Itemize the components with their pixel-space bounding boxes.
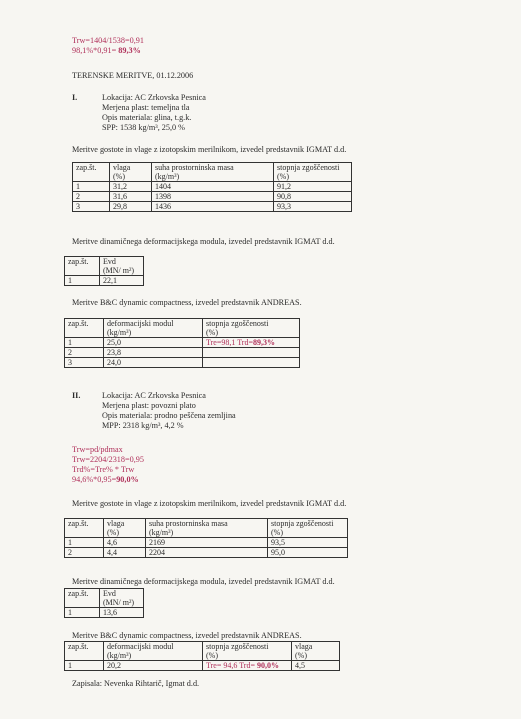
section2-calc4 bbox=[72, 475, 139, 485]
table-cell: 23,8 bbox=[104, 348, 203, 358]
top-calc-line1: Trw=1404/1538=0,91 bbox=[72, 36, 144, 45]
table-header-cell: vlaga (%) bbox=[292, 642, 340, 661]
table-row bbox=[65, 608, 144, 618]
top-calc-line2-result: 89,3% bbox=[118, 46, 141, 55]
table-cell: 22,1 bbox=[100, 276, 144, 286]
section2-plast: Merjena plast: povozni plato bbox=[102, 401, 196, 410]
table-cell: 25,0 bbox=[104, 338, 203, 348]
section2-bc-caption: Meritve B&C dynamic compactness, izvedel predstavnik ANDREAS. bbox=[72, 631, 302, 640]
table-row bbox=[65, 548, 348, 558]
table-row bbox=[73, 202, 352, 212]
table-header-cell: stopnja zgoščenosti (%) bbox=[268, 519, 348, 538]
table-cell: 1 bbox=[65, 338, 104, 348]
section2-lokacija: Lokacija: AC Zrkovska Pesnica bbox=[102, 391, 206, 400]
section1-spp: SPP: 1538 kg/m³, 25,0 % bbox=[102, 123, 185, 132]
table-header-cell: zap.št. bbox=[65, 642, 104, 661]
section2-calc4-prefix: 94,6%*0,95= bbox=[72, 475, 117, 484]
table-cell: 31,6 bbox=[110, 192, 152, 202]
table-cell: 1 bbox=[65, 538, 104, 548]
table-header-cell: Evd (MN/ m²) bbox=[100, 257, 144, 276]
section1-roman: I. bbox=[72, 93, 78, 102]
table-header-row bbox=[65, 589, 144, 608]
section2-bc-table bbox=[64, 641, 340, 671]
table-row bbox=[65, 358, 300, 368]
table-cell: 90,8 bbox=[274, 192, 352, 202]
section1-lokacija: Lokacija: AC Zrkovska Pesnica bbox=[102, 93, 206, 102]
section2-calc3: Trd%=Tre% * Trw bbox=[72, 465, 135, 474]
section2-calc1: Trw=pd/pdmax bbox=[72, 445, 123, 454]
section1-izotop-table bbox=[72, 162, 352, 212]
table-header-cell: vlaga (%) bbox=[104, 519, 146, 538]
section1-izotop-caption: Meritve gostote in vlage z izotopskim merilnikom, izvedel predstavnik IGMAT d.d. bbox=[72, 145, 347, 154]
table-header-row bbox=[65, 519, 348, 538]
terenske-header: TERENSKE MERITVE, 01.12.2006 bbox=[72, 71, 194, 80]
table-cell: 1 bbox=[73, 182, 110, 192]
table-cell: 4,4 bbox=[104, 548, 146, 558]
trd-result: 89,3% bbox=[252, 338, 275, 347]
table-cell: 31,2 bbox=[110, 182, 152, 192]
section2-roman: II. bbox=[72, 391, 81, 400]
table-header-row bbox=[65, 319, 300, 338]
section2-izotop-table bbox=[64, 518, 348, 558]
table-cell bbox=[203, 358, 300, 368]
table-cell: 13,6 bbox=[100, 608, 144, 618]
table-cell: 1398 bbox=[152, 192, 274, 202]
table-cell: 4,6 bbox=[104, 538, 146, 548]
section2-evd-caption: Meritve dinamičnega deformacijskega modula, izvedel predstavnik IGMAT d.d. bbox=[72, 577, 335, 586]
table-header-row bbox=[65, 642, 340, 661]
table-cell: 93,3 bbox=[274, 202, 352, 212]
table-cell: 2 bbox=[73, 192, 110, 202]
trd-result: 90,0% bbox=[256, 661, 279, 670]
section1-bc-caption: Meritve B&C dynamic compactness, izvedel predstavnik ANDREAS. bbox=[72, 298, 302, 307]
table-row bbox=[65, 338, 300, 348]
section1-bc-table bbox=[64, 318, 300, 368]
table-header-cell: zap.št. bbox=[73, 163, 110, 182]
table-cell: 24,0 bbox=[104, 358, 203, 368]
table-cell bbox=[203, 348, 300, 358]
table-header-cell: suha prostorninska masa (kg/m³) bbox=[152, 163, 274, 182]
table-cell: 2169 bbox=[146, 538, 268, 548]
table-row bbox=[65, 276, 144, 286]
table-cell: 91,2 bbox=[274, 182, 352, 192]
table-row bbox=[73, 192, 352, 202]
table-header-cell: zap.št. bbox=[65, 519, 104, 538]
table-cell: 1 bbox=[65, 661, 104, 671]
table-header-cell: zap.št. bbox=[65, 257, 100, 276]
table-cell: 1404 bbox=[152, 182, 274, 192]
table-cell: 95,0 bbox=[268, 548, 348, 558]
table-header-cell: Evd (MN/ m²) bbox=[100, 589, 144, 608]
table-cell bbox=[203, 661, 292, 671]
section2-izotop-caption: Meritve gostote in vlage z izotopskim merilnikom, izvedel predstavnik IGMAT d.d. bbox=[72, 499, 347, 508]
tre-trd-text: Tre= 94,6 Trd= bbox=[206, 661, 257, 670]
section2-material: Opis materiala: prodno peščena zemljina bbox=[102, 411, 236, 420]
table-header-cell: stopnja zgoščenosti (%) bbox=[203, 319, 300, 338]
section1-material: Opis materiala: glina, t.g.k. bbox=[102, 113, 192, 122]
top-calc-line2-prefix: 98,1%*0,91= bbox=[72, 46, 119, 55]
table-cell: 29,8 bbox=[110, 202, 152, 212]
table-header-cell: suha prostorninska masa (kg/m³) bbox=[146, 519, 268, 538]
section2-mpp: MPP: 2318 kg/m³, 4,2 % bbox=[102, 421, 184, 430]
table-row bbox=[65, 538, 348, 548]
section1-evd-table bbox=[64, 256, 144, 286]
table-header-cell: stopnja zgoščenosti (%) bbox=[274, 163, 352, 182]
table-header-cell: stopnja zgoščenosti (%) bbox=[203, 642, 292, 661]
table-cell: 3 bbox=[73, 202, 110, 212]
table-cell: 4,5 bbox=[292, 661, 340, 671]
table-cell: 1 bbox=[65, 608, 100, 618]
table-cell: 1 bbox=[65, 276, 100, 286]
section2-calc2: Trw=2204/2318=0,95 bbox=[72, 455, 144, 464]
table-row bbox=[65, 348, 300, 358]
tre-trd-text: Tre=98,1 Trd= bbox=[206, 338, 253, 347]
table-header-row bbox=[65, 257, 144, 276]
table-header-cell: vlaga (%) bbox=[110, 163, 152, 182]
signature: Zapisala: Nevenka Rihtarič, Igmat d.d. bbox=[72, 679, 200, 688]
table-header-cell: zap.št. bbox=[65, 319, 104, 338]
table-row bbox=[65, 661, 340, 671]
table-header-cell: zap.št. bbox=[65, 589, 100, 608]
top-calc-line2 bbox=[72, 46, 141, 56]
table-cell: 2 bbox=[65, 348, 104, 358]
table-header-cell: deformacijski modul (kg/m³) bbox=[104, 642, 203, 661]
section2-calc4-result: 90,0% bbox=[116, 475, 139, 484]
section1-plast: Merjena plast: temeljna tla bbox=[102, 103, 190, 112]
table-cell: 1436 bbox=[152, 202, 274, 212]
table-cell: 93,5 bbox=[268, 538, 348, 548]
table-header-cell: deformacijski modul (kg/m³) bbox=[104, 319, 203, 338]
table-cell bbox=[203, 338, 300, 348]
section1-evd-caption: Meritve dinamičnega deformacijskega modula, izvedel predstavnik IGMAT d.d. bbox=[72, 237, 335, 246]
table-cell: 20,2 bbox=[104, 661, 203, 671]
table-cell: 2 bbox=[65, 548, 104, 558]
table-header-row bbox=[73, 163, 352, 182]
table-cell: 3 bbox=[65, 358, 104, 368]
table-row bbox=[73, 182, 352, 192]
section2-evd-table bbox=[64, 588, 144, 618]
table-cell: 2204 bbox=[146, 548, 268, 558]
